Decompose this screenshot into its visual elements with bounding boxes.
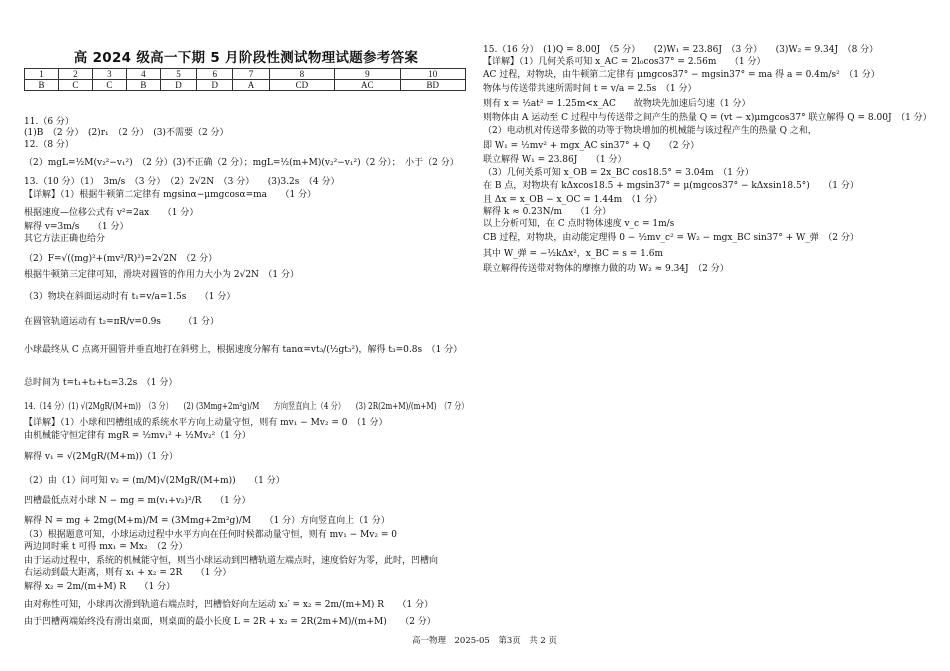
answer-cell: B (126, 80, 160, 91)
solution-line: 即 W₁ = ½mv² + mgx_AC sin37° + Q （2 分） (483, 141, 700, 151)
answer-table-answer-row (25, 80, 466, 91)
solution-line: 且 Δx = x_OB − x_OC = 1.44m （1 分） (483, 195, 663, 205)
answer-table-number-row (25, 69, 466, 80)
page-footer: 高一物理 2025-05 第3页 共 2 页 (412, 636, 558, 646)
solution-line: 物体与传送带共速所需时间 t = v/a = 2.5s （1 分） (483, 84, 697, 94)
solution-line: （3）几何关系可知 x_OB = 2x_BC cos18.5° = 3.04m （1 分） (483, 168, 754, 178)
solution-line: 11.（6 分） (24, 117, 74, 127)
solution-line: 解得 v₁ = √(2MgR/(M+m))（1 分） (24, 452, 178, 462)
solution-line: 根据速度—位移公式有 v²=2ax （1 分） (24, 208, 199, 218)
solution-line: 14.（14 分）(1) √(2MgR/(M+m)) （3 分） (2) (3Mmg+2m²g)/M 方向竖直向上（4 分） (3) 2R(2m+M)/(m+M) （7 分） (24, 402, 469, 412)
solution-line: 两边同时乘 t 可得 mx₁ = Mx₂ （2 分） (24, 542, 188, 552)
question-number-cell: 5 (160, 69, 196, 80)
solution-line: 【详解】（1）几何关系可知 x_AC = 2l₀cos37° = 2.56m （1 分） (483, 57, 766, 67)
solution-line: 联立解得传送带对物体的摩擦力做的功 W₂ ≈ 9.34J （2 分） (483, 264, 729, 274)
answer-cell: C (92, 80, 126, 91)
question-number-cell: 7 (233, 69, 269, 80)
answer-table (24, 68, 466, 91)
solution-line: 15.（16 分） (1)Q = 8.00J （5 分） (2)W₁ = 23.86J （3 分） (3)W₂ = 9.34J （8 分） (483, 45, 879, 55)
solution-line: 凹槽最低点对小球 N − mg = m(v₁+v₂)²/R （1 分） (24, 496, 251, 506)
solution-line: （2）mgL=½M(v₂²−v₁²) （2 分）(3)不正确（2 分）；mgL=½(m+M)(v₂²−v₁²)（2 分）； 小于（2 分） (24, 158, 459, 168)
question-number-cell: 4 (126, 69, 160, 80)
solution-line: 其中 W_弹 = −½kΔx²，x_BC = s = 1.6m (483, 249, 664, 259)
answer-cell: CD (269, 80, 334, 91)
solution-line: 以上分析可知，在 C 点时物体速度 v_c = 1m/s (483, 219, 675, 229)
answer-cell: C (58, 80, 92, 91)
question-number-cell: 3 (92, 69, 126, 80)
solution-line: 由机械能守恒定律有 mgR = ½mv₁² + ½Mv₂²（1 分） (24, 431, 251, 441)
solution-line: 【详解】（1）根据牛顿第二定律有 mgsinα−μmgcosα=ma （1 分） (24, 190, 317, 200)
question-number-cell: 6 (197, 69, 233, 80)
solution-line: 解得 k ≈ 0.23N/m （1 分） (483, 207, 612, 217)
question-number-cell: 10 (400, 69, 465, 80)
solution-line: 联立解得 W₁ = 23.86J （1 分） (483, 155, 627, 165)
solution-line: CB 过程，对物块，由动能定理得 0 − ½mv_c² = W₂ − mgx_BC sin37° + W_弹 （2 分） (483, 233, 859, 243)
solution-line: 其它方法正确也给分 (24, 234, 106, 244)
question-number-cell: 1 (25, 69, 59, 80)
solution-line: 在 B 点，对物块有 kΔxcos18.5 + mgsin37° = μ(mgcos37° − kΔxsin18.5°) （1 分） (483, 181, 859, 191)
solution-line: 解得 N = mg + 2mg(M+m)/M = (3Mmg+2m²g)/M （1 分）方向竖直向上（1 分） (24, 516, 390, 526)
solution-line: （3）根据题意可知，小球运动过程中水平方向在任何时候都动量守恒，则有 mv₁ − Mv₂ = 0 (24, 530, 397, 540)
solution-line: 由于运动过程中，系统的机械能守恒，则当小球运动到凹槽轨道左端点时，速度恰好为零，此时，凹槽向 (24, 556, 439, 566)
page-title: 高 2024 级高一下期 5 月阶段性测试物理试题参考答案 (73, 50, 419, 66)
solution-line: AC 过程，对物块，由牛顿第二定律有 μmgcos37° − mgsin37° = ma 得 a = 0.4m/s² （1 分） (483, 70, 880, 80)
solution-line: 【详解】（1）小球和凹槽组成的系统水平方向上动量守恒，则有 mv₁ − Mv₂ = 0 （1 分） (24, 418, 388, 428)
solution-line: 则物体由 A 运动至 C 过程中与传送带之间产生的热量 Q = (vt − x)μmgcos37° 联立解得 Q = 8.00J （1 分） (483, 113, 932, 123)
solution-line: 解得 v=3m/s （1 分） (24, 222, 129, 232)
solution-line: 解得 x₂ = 2m/(m+M) R （1 分） (24, 582, 176, 592)
solution-line: 13.（10 分）（1） 3m/s （3 分） （2）2√2N （3 分） (3)3.2s （4 分） (24, 177, 340, 187)
solution-line: 则有 x = ½at² = 1.25m<x_AC 故物块先加速后匀速（1 分） (483, 99, 751, 109)
solution-line: 小球最终从 C 点离开圆管并垂直地打在斜劈上，根据速度分解有 tanα=vt₃/(½gt₃²)，解得 t₃=0.8s （1 分） (24, 345, 463, 355)
answer-cell: AC (335, 80, 400, 91)
solution-line: 12.（8 分） (24, 140, 74, 150)
solution-line: （2）由（1）问可知 v₂ = (m/M)√(2MgR/(M+m)) （1 分） (24, 476, 285, 486)
solution-line: 在圆管轨道运动有 t₂=πR/v=0.9s （1 分） (24, 317, 219, 327)
answer-cell: A (233, 80, 269, 91)
answer-cell: D (197, 80, 233, 91)
answer-cell: B (25, 80, 59, 91)
question-number-cell: 8 (269, 69, 334, 80)
answer-cell: BD (400, 80, 465, 91)
solution-line: （2）电动机对传送带多做的功等于物块增加的机械能与该过程产生的热量 Q 之和， (483, 126, 817, 136)
question-number-cell: 2 (58, 69, 92, 80)
solution-line: 根据牛顿第三定律可知，滑块对圆管的作用力大小为 2√2N （1 分） (24, 270, 300, 280)
solution-line: 由于凹槽两端始终没有滑出桌面，则桌面的最小长度 L = 2R + x₂ = 2R(2m+M)/(m+M) （2 分） (24, 617, 436, 627)
solution-line: 总时间为 t=t₁+t₂+t₃=3.2s （1 分） (24, 378, 178, 388)
question-number-cell: 9 (335, 69, 400, 80)
answer-cell: D (160, 80, 196, 91)
solution-line: （2）F=√((mg)²+(mv²/R)²)=2√2N （2 分） (24, 254, 218, 264)
solution-line: (1)B （2 分） (2)r₁ （2 分） (3)不需要（2 分） (24, 128, 229, 138)
solution-line: （3）物块在斜面运动时有 t₁=v/a=1.5s （1 分） (24, 292, 236, 302)
solution-line: 由对称性可知，小球再次滑到轨道右端点时，凹槽恰好向左运动 x₂′ = x₂ = 2m/(m+M) R （1 分） (24, 600, 434, 610)
solution-line: 右运动到最大距离，则有 x₁ + x₂ = 2R （1 分） (24, 568, 232, 578)
